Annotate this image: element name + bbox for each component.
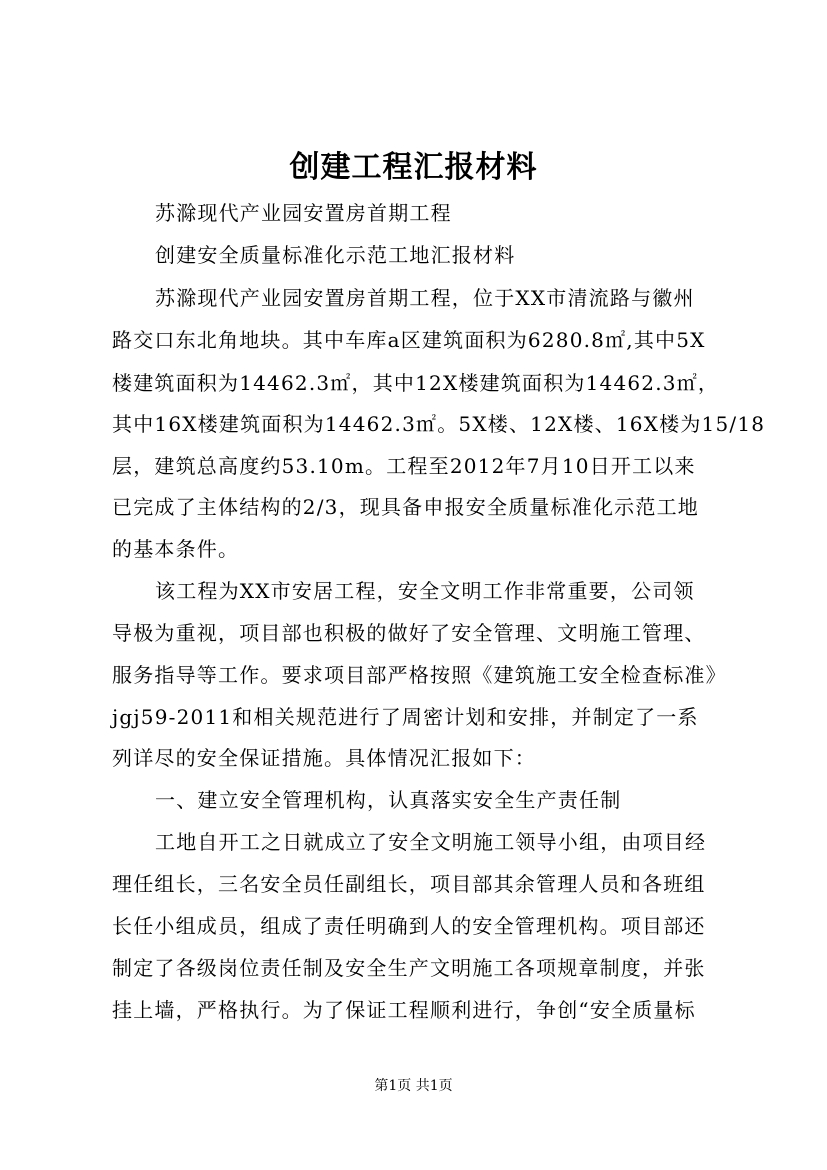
paragraph-line: 工地自开工之日就成立了安全文明施工领导小组，由项目经	[155, 830, 707, 854]
paragraph-line: jgj59-2011和相关规范进行了周密计划和安排，并制定了一系	[112, 705, 699, 729]
paragraph-line: 苏滁现代产业园安置房首期工程，位于XX市清流路与徽州	[155, 286, 695, 310]
paragraph-line: 长任小组成员，组成了责任明确到人的安全管理机构。项目部还	[112, 914, 706, 938]
subtitle-project: 苏滁现代产业园安置房首期工程	[155, 201, 452, 225]
paragraph-line: 的基本条件。	[112, 537, 240, 561]
paragraph-line: 挂上墙，严格执行。为了保证工程顺利进行，争创“安全质量标	[112, 998, 696, 1022]
page-title: 创建工程汇报材料	[289, 150, 538, 185]
paragraph-line: 已完成了主体结构的2/3，现具备申报安全质量标准化示范工地	[112, 495, 699, 519]
paragraph-line: 该工程为XX市安居工程，安全文明工作非常重要，公司领	[155, 579, 695, 603]
paragraph-line: 服务指导等工作。要求项目部严格按照《建筑施工安全检查标准》	[112, 663, 727, 687]
section-heading: 一、建立安全管理机构，认真落实安全生产责任制	[155, 788, 622, 812]
paragraph-line: 制定了各级岗位责任制及安全生产文明施工各项规章制度，并张	[112, 956, 706, 980]
paragraph-line: 其中16X楼建筑面积为14462.3㎡。5X楼、12X楼、16X楼为15/18	[112, 412, 766, 436]
paragraph-line: 路交口东北角地块。其中车库a区建筑面积为6280.8㎡,其中5X	[112, 328, 706, 352]
page-footer: 第1页 共1页	[374, 1078, 453, 1094]
paragraph-line: 层，建筑总高度约53.10m。工程至2012年7月10日开工以来	[112, 454, 696, 478]
subtitle-report: 创建安全质量标准化示范工地汇报材料	[155, 243, 516, 267]
paragraph-line: 导极为重视，项目部也积极的做好了安全管理、文明施工管理、	[112, 621, 706, 645]
paragraph-line: 列详尽的安全保证措施。具体情况汇报如下：	[112, 746, 536, 770]
paragraph-line: 理任组长，三名安全员任副组长，项目部其余管理人员和各班组	[112, 872, 706, 896]
paragraph-line: 楼建筑面积为14462.3㎡，其中12X楼建筑面积为14462.3㎡，	[112, 371, 720, 395]
